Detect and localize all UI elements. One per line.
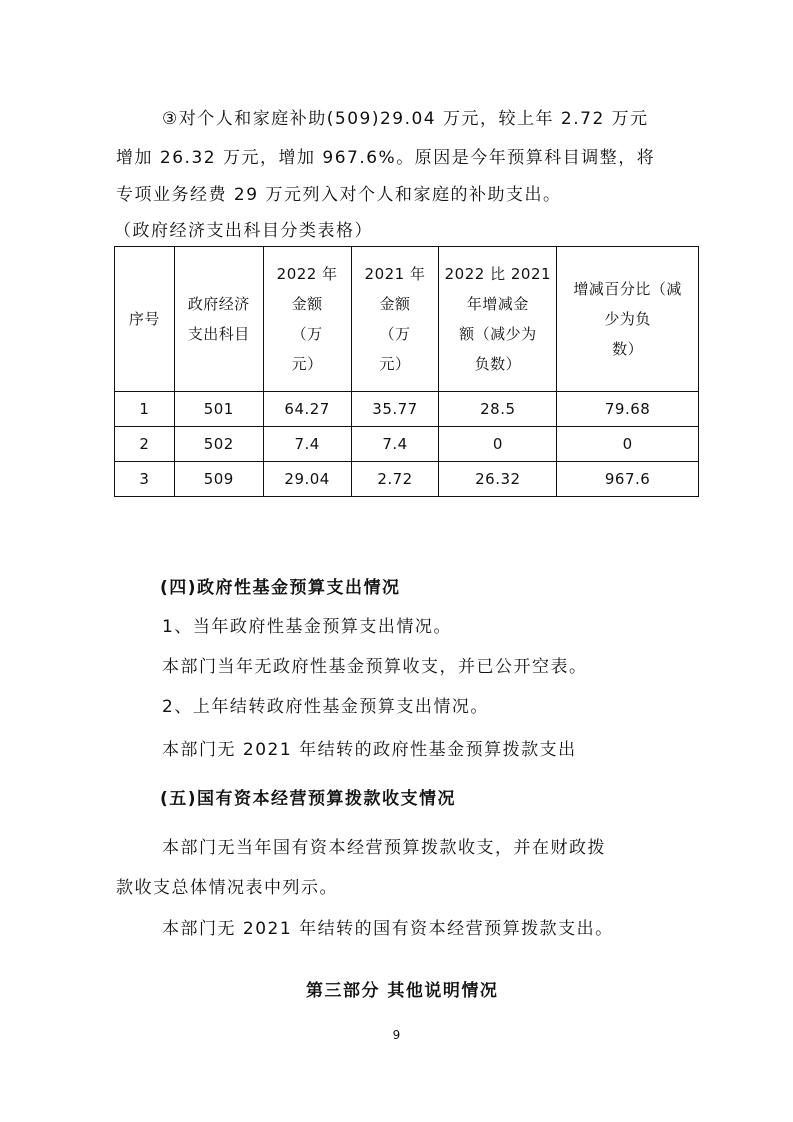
header-change-amount: 2022 比 2021 年增减金 额（减少为 负数） [439, 247, 557, 392]
cell-2022: 64.27 [263, 392, 351, 427]
cell-change: 0 [439, 427, 557, 462]
section5-para1-line1: 本部门无当年国有资本经营预算拨款收支，并在财政拨 [162, 838, 606, 858]
header-index: 序号 [115, 247, 175, 392]
cell-subject: 501 [174, 392, 263, 427]
cell-2021: 2.72 [351, 462, 439, 497]
table-row [115, 427, 699, 462]
section5-para2: 本部门无 2021 年结转的国有资本经营预算拨款支出。 [162, 919, 614, 939]
header-change-percent: 增减百分比（减 少为负 数） [557, 247, 699, 392]
cell-change: 28.5 [439, 392, 557, 427]
cell-subject: 509 [174, 462, 263, 497]
header-subject: 政府经济 支出科目 [174, 247, 263, 392]
intro-line-3: 专项业务经费 29 万元列入对个人和家庭的补助支出。 [116, 185, 562, 205]
section4-item1-text: 本部门当年无政府性基金预算收支，并已公开空表。 [162, 657, 588, 677]
cell-index: 2 [115, 427, 175, 462]
section4-heading: (四)政府性基金预算支出情况 [160, 578, 401, 598]
cell-2022: 29.04 [263, 462, 351, 497]
page-number: 9 [392, 1028, 401, 1042]
cell-2022: 7.4 [263, 427, 351, 462]
intro-line-1: ③对个人和家庭补助(509)29.04 万元，较上年 2.72 万元 [162, 109, 649, 129]
cell-index: 3 [115, 462, 175, 497]
section5-heading: (五)国有资本经营预算拨款收支情况 [160, 789, 457, 809]
table-row [115, 462, 699, 497]
cell-2021: 35.77 [351, 392, 439, 427]
cell-percent: 0 [557, 427, 699, 462]
section5-para1-line2: 款收支总体情况表中列示。 [116, 878, 338, 898]
cell-index: 1 [115, 392, 175, 427]
header-2022-amount: 2022 年 金额 （万 元） [263, 247, 351, 392]
section4-item2: 2、上年结转政府性基金预算支出情况。 [162, 697, 489, 717]
cell-subject: 502 [174, 427, 263, 462]
table-header-row [115, 247, 699, 392]
cell-change: 26.32 [439, 462, 557, 497]
intro-line-2: 增加 26.32 万元，增加 967.6%。原因是今年预算科目调整，将 [116, 148, 656, 168]
cell-percent: 79.68 [557, 392, 699, 427]
section4-item2-text: 本部门无 2021 年结转的政府性基金预算拨款支出 [162, 740, 577, 760]
cell-2021: 7.4 [351, 427, 439, 462]
section4-item1: 1、当年政府性基金预算支出情况。 [162, 617, 452, 637]
economic-classification-table [114, 246, 699, 497]
part3-heading: 第三部分 其他说明情况 [306, 981, 499, 1001]
cell-percent: 967.6 [557, 462, 699, 497]
table-caption: （政府经济支出科目分类表格） [114, 221, 373, 241]
table-row [115, 392, 699, 427]
header-2021-amount: 2021 年 金额 （万 元） [351, 247, 439, 392]
